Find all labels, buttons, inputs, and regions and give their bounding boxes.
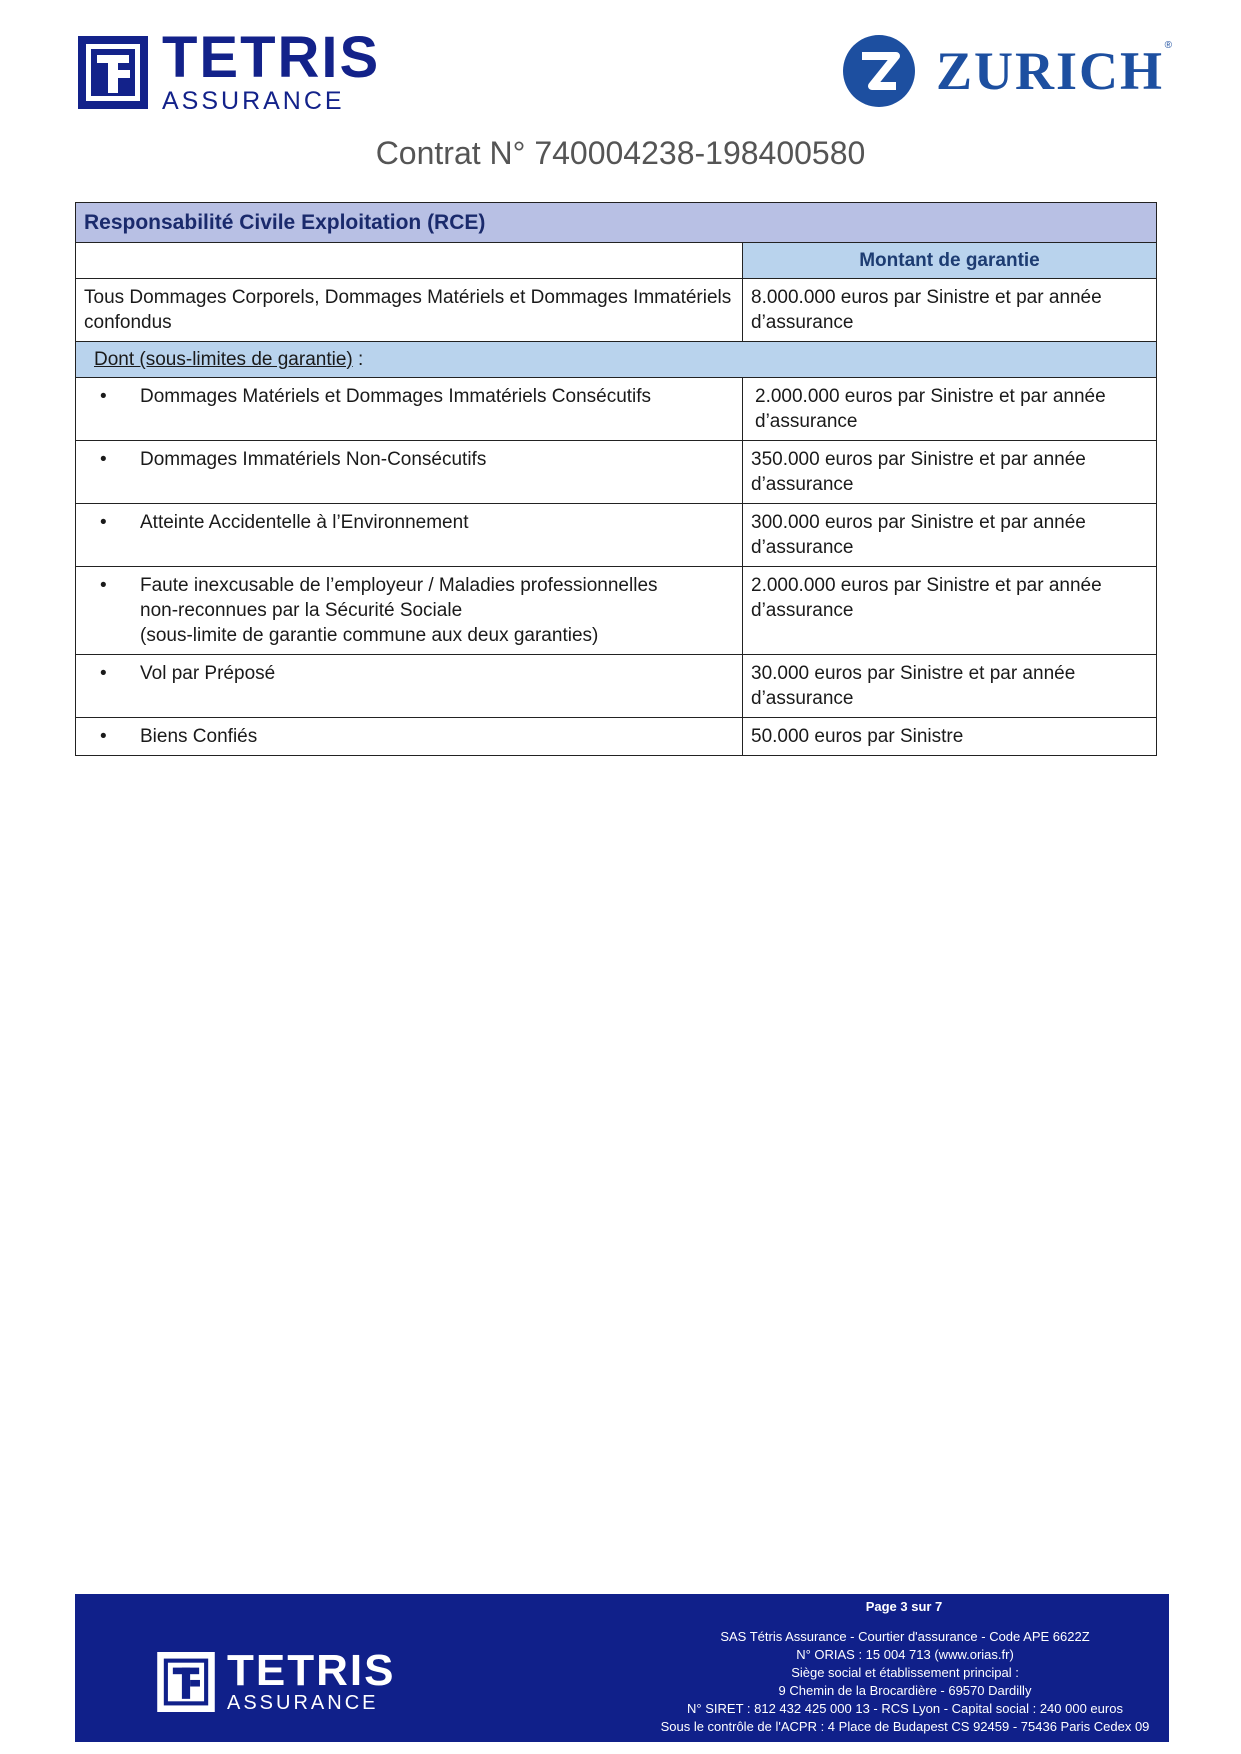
- tetris-t-icon: [157, 1652, 215, 1712]
- main-amount: 8.000.000 euros par Sinistre et par année d’assurance: [743, 279, 1157, 342]
- table-header-row: [76, 243, 1157, 279]
- sub-amount: 2.000.000 euros par Sinistre et par année d’assurance: [743, 567, 1157, 655]
- sub-label-line: non-reconnues par la Sécurité Sociale: [140, 600, 463, 621]
- page-number: Page 3 sur 7: [865, 1599, 943, 1614]
- amount-header: Montant de garantie: [743, 243, 1157, 279]
- table-row: [76, 504, 1157, 567]
- table-row: [76, 441, 1157, 504]
- table-row: [76, 567, 1157, 655]
- table-row: [76, 378, 1157, 441]
- tetris-brand-name: TETRIS: [162, 25, 381, 90]
- sublimit-cell: [76, 342, 1157, 378]
- footer-line: SAS Tétris Assurance - Courtier d'assurance - Code APE 6622Z: [720, 1629, 1090, 1644]
- footer-brand-sub: ASSURANCE: [227, 1692, 379, 1714]
- table-section-row: [76, 203, 1157, 243]
- sub-amount: 50.000 euros par Sinistre: [743, 718, 1157, 756]
- zurich-logo: [842, 34, 1175, 108]
- footer-line: N° ORIAS : 15 004 713 (www.orias.fr): [796, 1647, 1014, 1662]
- sublimit-suffix: :: [352, 349, 364, 370]
- zurich-z-icon: [842, 34, 916, 108]
- sub-amount: 30.000 euros par Sinistre et par année d’assurance: [743, 655, 1157, 718]
- bullet-icon: •: [100, 663, 107, 684]
- tetris-logo: [78, 25, 381, 115]
- footer-line: Siège social et établissement principal :: [791, 1665, 1019, 1680]
- zurich-brand-text: ZURICH: [936, 41, 1165, 101]
- sub-label-line: (sous-limite de garantie commune aux deux garanties): [140, 625, 599, 646]
- sub-label: Dommages Immatériels Non-Consécutifs: [140, 449, 487, 470]
- empty-header-cell: [76, 243, 743, 279]
- bullet-icon: •: [100, 726, 107, 747]
- sub-amount: 350.000 euros par Sinistre et par année d’assurance: [743, 441, 1157, 504]
- footer-brand-name: TETRIS: [227, 1646, 396, 1695]
- sublimit-row: [76, 342, 1157, 378]
- tetris-t-icon: [78, 36, 148, 109]
- main-label: Tous Dommages Corporels, Dommages Matériels et Dommages Immatériels confondus: [76, 279, 743, 342]
- bullet-icon: •: [100, 575, 107, 596]
- sub-label: Biens Confiés: [140, 726, 258, 747]
- footer-line: Sous le contrôle de l'ACPR : 4 Place de Budapest CS 92459 - 75436 Paris Cedex 09: [660, 1719, 1150, 1734]
- tetris-brand-sub: ASSURANCE: [162, 87, 345, 115]
- sub-label: Dommages Matériels et Dommages Immatériels Consécutifs: [140, 386, 652, 407]
- table-row: [76, 655, 1157, 718]
- bullet-icon: •: [100, 386, 107, 407]
- footer-tetris-logo: [157, 1646, 396, 1714]
- sublimit-label: Dont (sous-limites de garantie): [94, 349, 353, 370]
- section-title: Responsabilité Civile Exploitation (RCE): [76, 203, 1157, 243]
- bullet-icon: •: [100, 449, 107, 470]
- sub-amount: 2.000.000 euros par Sinistre et par année d’assurance: [743, 378, 1157, 441]
- sub-label: Vol par Préposé: [140, 663, 276, 684]
- footer-line: N° SIRET : 812 432 425 000 13 - RCS Lyon - Capital social : 240 000 euros: [687, 1701, 1123, 1716]
- sub-label: Atteinte Accidentelle à l’Environnement: [140, 512, 469, 533]
- table-row: [76, 718, 1157, 756]
- sub-label-line: Faute inexcusable de l’employeur / Maladies professionnelles: [140, 575, 658, 596]
- bullet-icon: •: [100, 512, 107, 533]
- footer-legal-info: [555, 1628, 1241, 1736]
- footer-line: 9 Chemin de la Brocardière - 69570 Dardilly: [778, 1683, 1032, 1698]
- sub-amount: 300.000 euros par Sinistre et par année d’assurance: [743, 504, 1157, 567]
- zurich-brand-name: [936, 40, 1175, 102]
- sub-label-multiline: [140, 573, 734, 648]
- registered-mark: ®: [1164, 40, 1175, 51]
- guarantee-table: [75, 202, 1157, 756]
- contract-title: Contrat N° 740004238-198400580: [375, 135, 866, 171]
- table-row: [76, 279, 1157, 342]
- page-footer: [75, 1594, 1169, 1742]
